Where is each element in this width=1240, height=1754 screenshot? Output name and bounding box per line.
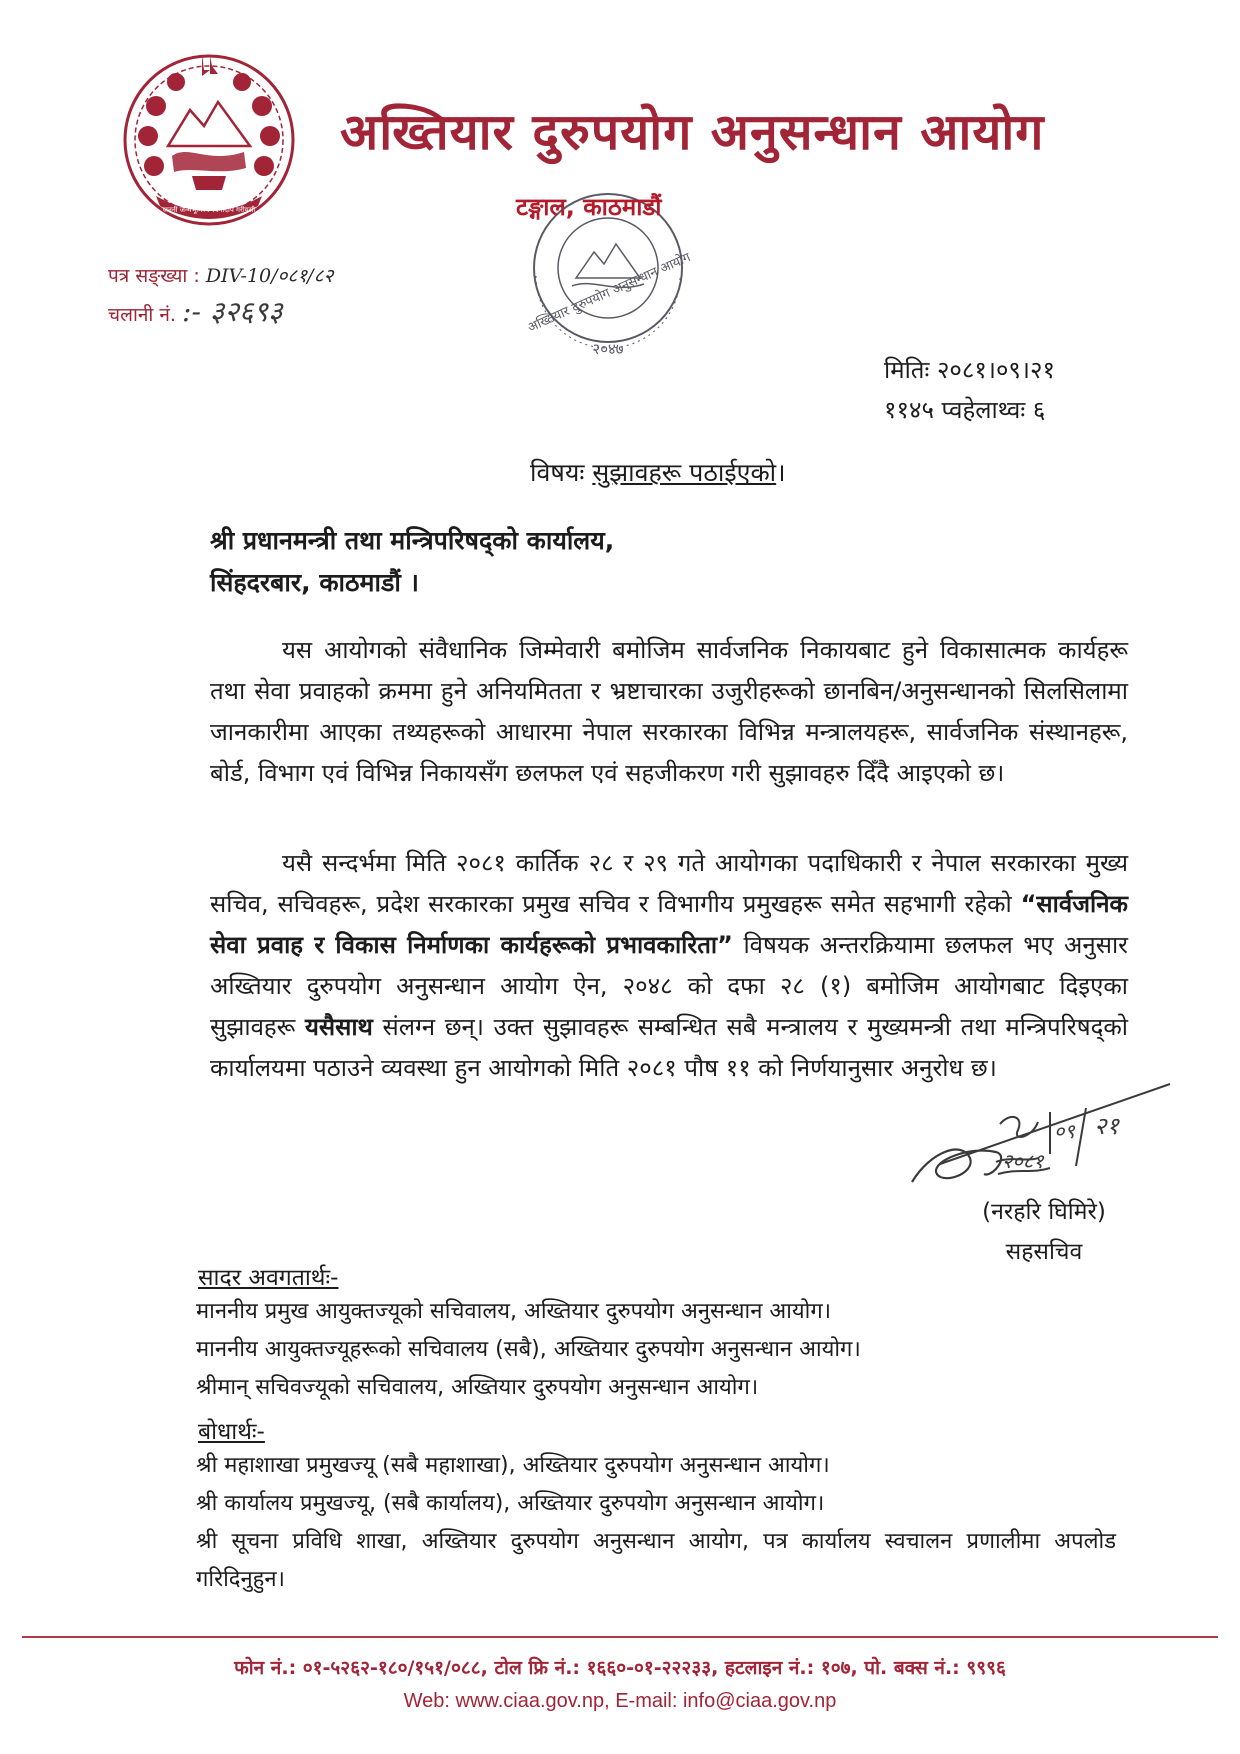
- addressee-office: श्री प्रधानमन्त्री तथा मन्त्रिपरिषद्को कार्यालय,: [210, 526, 615, 555]
- date-block: [884, 350, 1055, 430]
- organization-title: अख्तियार दुरुपयोग अनुसन्धान आयोग: [340, 103, 1045, 161]
- list-item: श्री महाशाखा प्रमुखज्यू (सबै महाशाखा), अख्तियार दुरुपयोग अनुसन्धान आयोग।: [196, 1453, 830, 1478]
- addressee-location: सिंहदरबार, काठमाडौं ।: [210, 568, 419, 597]
- svg-text:अख्तियार दुरुपयोग अनुसन्धान आय: अख्तियार दुरुपयोग अनुसन्धान आयोग: [525, 250, 693, 336]
- list-item: श्री कार्यालय प्रमुखज्यू, (सबै कार्यालय), अख्तियार दुरुपयोग अनुसन्धान आयोग।: [196, 1491, 825, 1516]
- letter-number-row: [108, 258, 333, 294]
- svg-text:जननी जन्मभूमिश्च स्वर्गादपि गर: जननी जन्मभूमिश्च स्वर्गादपि गरीयसी: [162, 206, 256, 214]
- attached-emphasis: यसैसाथ: [304, 1013, 373, 1041]
- cc-action-heading: बोधार्थः-: [198, 1419, 265, 1445]
- body-paragraph-1-text: यस आयोगको संवैधानिक जिम्मेवारी बमोजिम सार्वजनिक निकायबाट हुने विकासात्मक कार्यहरू तथा सेवा प्रवाहको क्रममा हुने अनियमितता र भ्रष्टाचारका उजुरीहरूको छानबिन/अनुसन्धानको सिलसिलामा जानकारीमा आएका तथ्यहरूको आधारमा नेपाल सरकारका विभिन्न मन्त्रालयहरू, सार्वजनिक संस्थानहरू, बोर्ड, विभाग एवं विभिन्न निकायसँग छलफल एवं सहजीकरण गरी सुझावहरु दिँदै आइएको छ।: [210, 636, 1128, 787]
- nepal-emblem-logo: [118, 48, 300, 230]
- svg-text:०९: ०९: [1054, 1119, 1075, 1143]
- cc-action-list: [196, 1447, 1126, 1599]
- seminar-title: “सार्वजनिक सेवा प्रवाह र विकास निर्माणका कार्यहरूको प्रभावकारिता”: [210, 890, 1128, 959]
- letter-number-value: DIV-10/०८१/८२: [205, 265, 334, 287]
- dispatch-number-label: चलानी नं.: [108, 304, 176, 326]
- addressee-block: [210, 520, 614, 604]
- date-nepal-sambat: ११४५ प्वहेलाथ्वः ६: [884, 396, 1046, 424]
- footer-divider: [22, 1636, 1218, 1638]
- subject-line: [530, 455, 786, 489]
- letter-number-label: पत्र सङ्ख्या :: [108, 265, 200, 287]
- body-paragraph-2-part-b: विषयक अन्तरक्रियामा छलफल भए अनुसार अख्तियार दुरुपयोग अनुसन्धान आयोग ऐन, २०४८ को दफा २८ (१) बमोजिम आयोगबाट दिइएका सुझावहरू: [210, 931, 1128, 1041]
- list-item: श्रीमान् सचिवज्यूको सचिवालय, अख्तियार दुरुपयोग अनुसन्धान आयोग।: [196, 1375, 759, 1400]
- body-paragraph-2-part-a: यसै सन्दर्भमा मिति २०८१ कार्तिक २८ र २९ गते आयोगका पदाधिकारी र नेपाल सरकारका मुख्य सचिव, सचिवहरू, प्रदेश सरकारका प्रमुख सचिव र विभागीय प्रमुखहरू समेत सहभागी रहेको: [210, 849, 1128, 918]
- svg-text:२१: २१: [1094, 1112, 1119, 1140]
- svg-text:२०८१: २०८१: [1002, 1149, 1044, 1173]
- signatory-block: [946, 1192, 1142, 1272]
- reference-block: [108, 258, 333, 333]
- cc-info-heading: सादर अवगतार्थः-: [198, 1265, 339, 1291]
- list-item: माननीय आयुक्तज्यूहरूको सचिवालय (सबै), अख्तियार दुरुपयोग अनुसन्धान आयोग।: [196, 1337, 861, 1362]
- cc-info-list: [196, 1293, 1126, 1407]
- stamp-location: टङ्गाल, काठमाडौं: [516, 193, 662, 221]
- signatory-designation: सहसचिव: [1005, 1239, 1083, 1265]
- footer-web-email: Web: www.ciaa.gov.np, E-mail: info@ciaa.gov.np: [403, 1690, 837, 1712]
- list-item: माननीय प्रमुख आयुक्तज्यूको सचिवालय, अख्तियार दुरुपयोग अनुसन्धान आयोग।: [196, 1299, 832, 1324]
- date-bs: मितिः २०८१।०९।२१: [884, 356, 1055, 384]
- svg-text:२०४७: २०४७: [592, 340, 624, 358]
- body-paragraph-2-part-c: संलग्न छन्। उक्त सुझावहरू सम्बन्धित सबै मन्त्रालय र मुख्यमन्त्री तथा मन्त्रिपरिषद्को कार्यालयमा पठाउने व्यवस्था हुन आयोगको मिति २०८१ पौष ११ को निर्णयानुसार अनुरोध छ।: [210, 1013, 1128, 1082]
- footer-contact-numbers: फोन नं.: ०१-५२६२-१८०/१५१/०८८, टोल फ्रि नं.: १६६०-०१-२२२३३, हटलाइन नं.: १०७, पो. बक्स नं.: ९९९६: [234, 1657, 1006, 1679]
- signatory-name: (नरहरि घिमिरे): [982, 1199, 1106, 1225]
- dispatch-number-row: [108, 294, 333, 333]
- list-item: श्री सूचना प्रविधि शाखा, अख्तियार दुरुपयोग अनुसन्धान आयोग, पत्र कार्यालय स्वचालन प्रणालीमा अपलोड गरिदिनुहुन।: [196, 1529, 1116, 1592]
- body-paragraph-2: [210, 843, 1128, 1089]
- dispatch-number-value: :- ३२६९३: [182, 295, 283, 328]
- body-paragraph-1: [210, 630, 1128, 794]
- subject-end: ।: [776, 458, 786, 487]
- subject-label: विषयः: [530, 458, 585, 487]
- subject-text: सुझावहरू पठाईएको: [592, 458, 777, 487]
